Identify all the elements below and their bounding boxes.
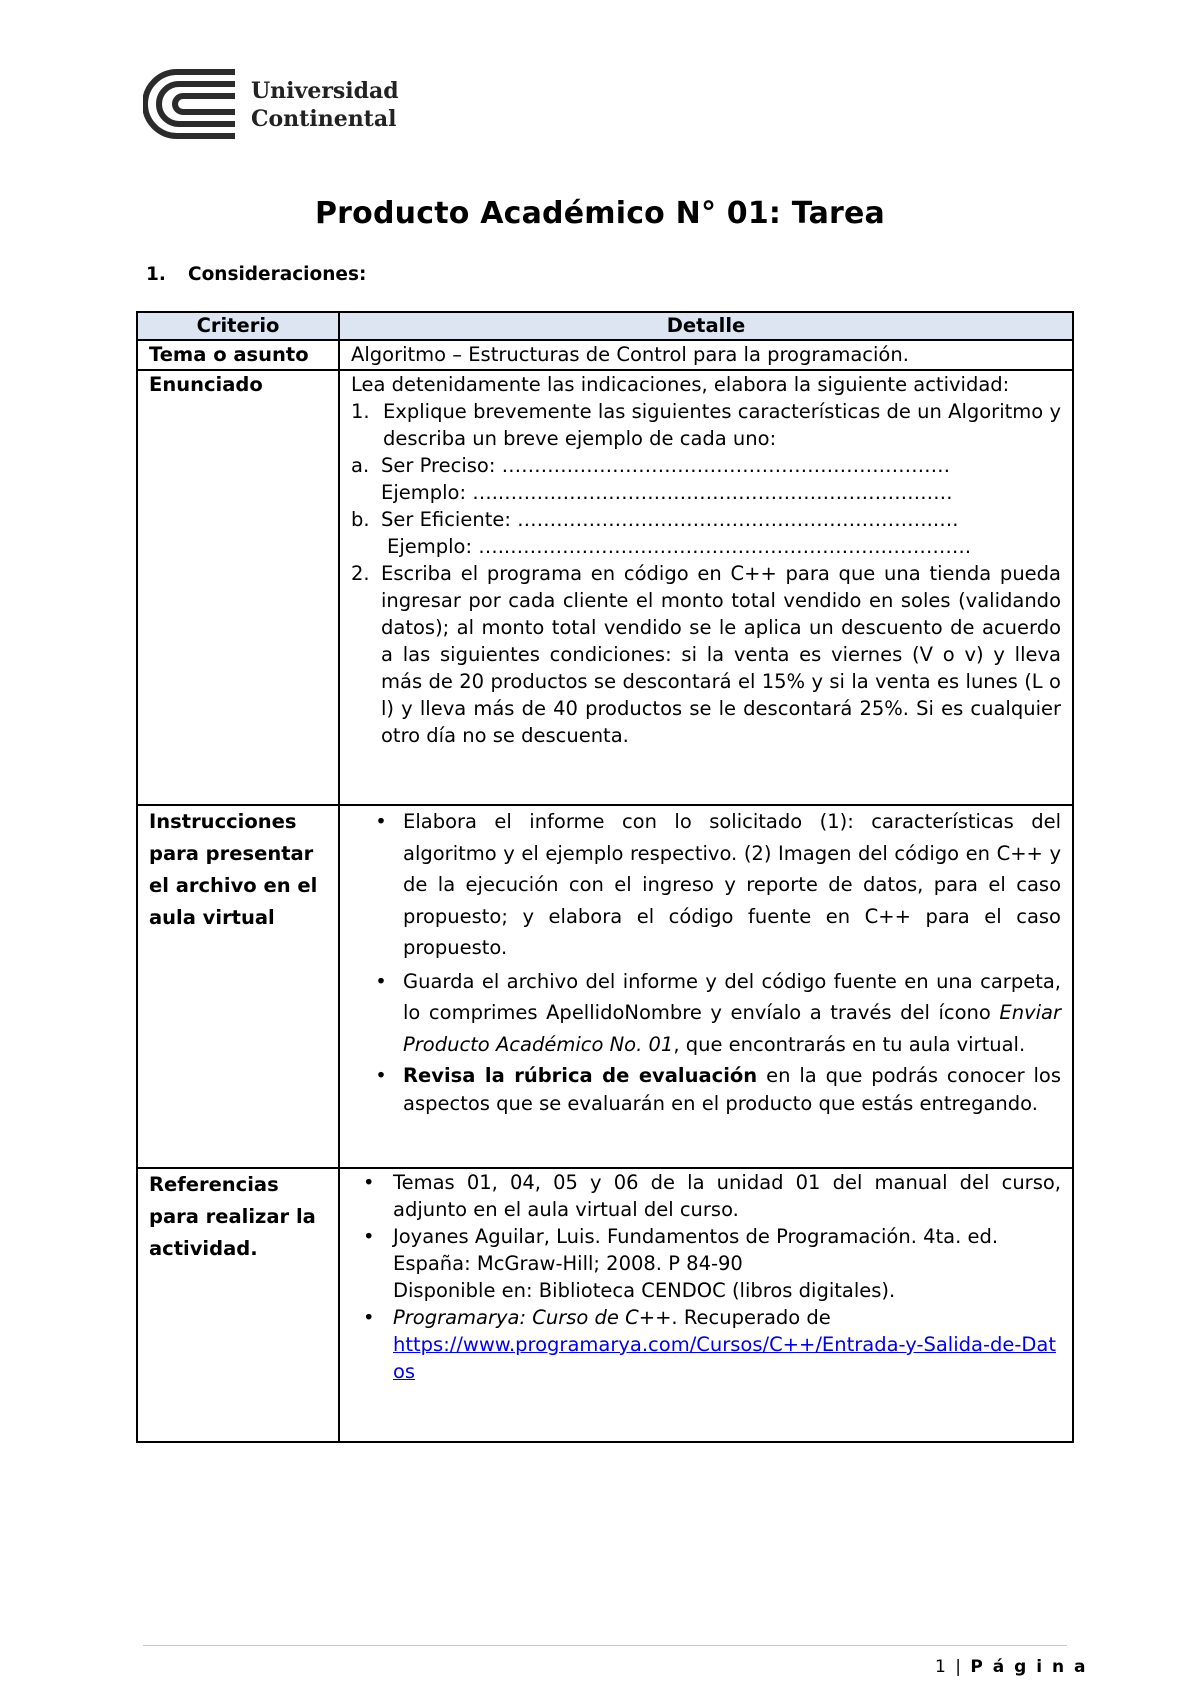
- instruction-text: [403, 966, 1061, 1061]
- section-label: Consideraciones:: [188, 264, 367, 285]
- footer-separator: |: [955, 1657, 963, 1677]
- subitem-text: Ser Preciso: ……………………………………………………………: [381, 454, 951, 477]
- section-number: 1.: [146, 264, 166, 285]
- list-item: [351, 1169, 1061, 1223]
- subitem-letter: a.: [351, 454, 370, 477]
- enunciado-item-1: [351, 398, 1061, 452]
- page-label: P á g i n a: [970, 1657, 1088, 1677]
- instrucciones-list: [351, 806, 1061, 1118]
- header-detalle: Detalle: [339, 312, 1073, 340]
- list-item: [351, 806, 1061, 964]
- page-number: 1: [935, 1657, 948, 1677]
- reference-text: [393, 1304, 1061, 1385]
- instruction-text: [403, 1062, 1061, 1118]
- enunciado-detail: [339, 370, 1073, 805]
- instrucciones-detail: [339, 805, 1073, 1168]
- list-item: [351, 1062, 1061, 1118]
- item-text: Escriba el programa en código en C++ para que una tienda pueda ingresar por cada cliente el monto total vendido en soles (validando datos); al monto total vendido se le aplica un descuento de acuerdo a las siguientes condiciones: si la venta es viernes (V o v) y lleva más de 20 productos se descontará el 15% y si la venta es lunes (L o l) y lleva más de 40 productos se le descontará 25%. Si es cualquier otro día no se descuenta.: [381, 562, 1061, 747]
- reference-title: Programarya: Curso de C++: [393, 1306, 672, 1329]
- reference-text: Temas 01, 04, 05 y 06 de la unidad 01 del manual del curso, adjunto en el aula virtual del curso.: [393, 1171, 1061, 1221]
- referencias-detail: [339, 1168, 1073, 1442]
- item-number: 1.: [351, 400, 370, 423]
- list-item: [351, 1304, 1061, 1385]
- bullet: •: [375, 810, 387, 833]
- footer-divider: [143, 1645, 1067, 1646]
- instruction-icon-name: Enviar Producto Académico No. 01: [403, 1001, 1061, 1056]
- bullet: •: [375, 969, 387, 993]
- table-row: [137, 340, 1073, 370]
- reference-line: España: McGraw-Hill; 2008. P 84-90: [393, 1252, 743, 1275]
- tema-value: Algoritmo – Estructuras de Control para la programación.: [339, 340, 1073, 370]
- enunciado-intro: Lea detenidamente las indicaciones, elabora la siguiente actividad:: [351, 373, 1010, 396]
- logo-text-line2: Continental: [251, 106, 397, 132]
- table-header-row: [137, 312, 1073, 340]
- instruction-text-post: en la que podrás conocer los aspectos que se evaluarán en el producto que estás entregando.: [403, 1064, 1061, 1115]
- bullet: •: [363, 1306, 375, 1329]
- page-footer: [935, 1657, 1087, 1677]
- item-number: 2.: [351, 562, 370, 585]
- instruction-text-post: , que encontrarás en tu aula virtual.: [673, 1032, 1026, 1056]
- referencias-label: Referencias para realizar la actividad.: [137, 1168, 339, 1442]
- logo-c-icon: [143, 68, 238, 140]
- reference-text-post: . Recuperado de: [671, 1306, 831, 1329]
- list-item: [351, 966, 1061, 1061]
- subitem-b-example: Ejemplo: …..………………………………………………….………….: [387, 535, 972, 558]
- subitem-text: Ser Eficiente: ……………………………………………………….….: [381, 508, 959, 531]
- reference-line: Joyanes Aguilar, Luis. Fundamentos de Programación. 4ta. ed.: [393, 1225, 999, 1248]
- enunciado-label: Enunciado: [137, 370, 339, 805]
- referencias-list: [351, 1169, 1061, 1385]
- reference-text: [393, 1223, 1061, 1304]
- instrucciones-label: Instrucciones para presentar el archivo en el aula virtual: [137, 805, 339, 1168]
- table-row: [137, 370, 1073, 805]
- subitem-a-example: Ejemplo: …..……………………………………………………………: [381, 481, 953, 504]
- header-criterio: Criterio: [137, 312, 339, 340]
- subitem-b: [351, 506, 1061, 533]
- bullet: •: [375, 1064, 387, 1087]
- subitem-letter: b.: [351, 508, 370, 531]
- subitem-a: [351, 452, 1061, 479]
- bullet: •: [363, 1225, 375, 1248]
- list-item: [351, 1223, 1061, 1304]
- bullet: •: [363, 1171, 375, 1194]
- table-row: [137, 805, 1073, 1168]
- tema-label: Tema o asunto: [137, 340, 339, 370]
- item-text: Explique brevemente las siguientes características de un Algoritmo y describa un breve ejemplo de cada uno:: [383, 400, 1061, 450]
- table-row: [137, 1168, 1073, 1442]
- section-heading: [146, 264, 366, 285]
- university-logo: [143, 68, 403, 140]
- enunciado-item-2: [351, 560, 1061, 749]
- logo-text-line1: Universidad: [251, 78, 399, 104]
- criteria-table: [136, 311, 1074, 1443]
- instruction-text-pre: Guarda el archivo del informe y del código fuente en una carpeta, lo comprimes ApellidoNombre y envíalo a través del ícono: [403, 969, 1061, 1024]
- reference-link[interactable]: https://www.programarya.com/Cursos/C++/Entrada-y-Salida-de-Datos: [393, 1333, 1057, 1383]
- instruction-text: Elabora el informe con lo solicitado (1): características del algoritmo y el ejemplo respectivo. (2) Imagen del código en C++ y de la ejecución con el ingreso y reporte de datos, para el caso propuesto; y elabora el código fuente en C++ para el caso propuesto.: [403, 810, 1061, 959]
- reference-line: Disponible en: Biblioteca CENDOC (libros digitales).: [393, 1279, 896, 1302]
- page-title: Producto Académico N° 01: Tarea: [314, 196, 886, 231]
- rubric-emphasis: Revisa la rúbrica de evaluación: [403, 1064, 758, 1087]
